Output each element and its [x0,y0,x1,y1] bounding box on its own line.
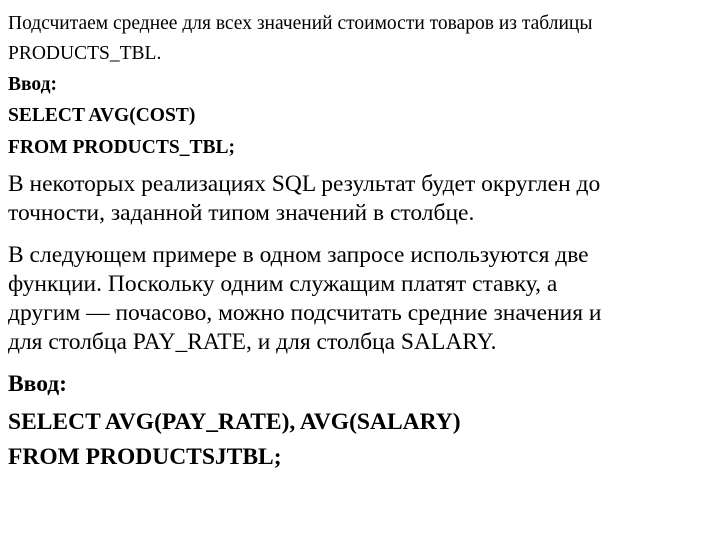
note-line-1: В некоторых реализациях SQL результат будет округлен до [8,171,601,197]
query-1-line-2: FROM PRODUCTS_TBL; [8,137,235,158]
explanation-line-1: В следующем примере в одном запросе используются две [8,242,589,268]
query-1-line-1: SELECT AVG(COST) [8,105,196,126]
explanation-line-4: для столбца PAY_RATE, и для столбца SALARY. [8,329,497,355]
intro-line-1: Подсчитаем среднее для всех значений стоимости товаров из таблицы [8,13,593,34]
intro-line-2: PRODUCTS_TBL. [8,43,162,64]
note-line-2: точности, заданной типом значений в столбце. [8,200,475,226]
query-2-line-1: SELECT AVG(PAY_RATE), AVG(SALARY) [8,409,461,435]
explanation-line-3: другим — почасово, можно подсчитать средние значения и [8,300,602,326]
explanation-paragraph [8,241,720,357]
input-label-2: Ввод: [8,371,67,397]
explanation-line-2: функции. Поскольку одним служащим платят ставку, а [8,271,558,297]
query-2-line-2: FROM PRODUCTSJTBL; [8,444,282,470]
input-label-1: Ввод: [8,74,57,95]
note-paragraph [8,170,720,228]
